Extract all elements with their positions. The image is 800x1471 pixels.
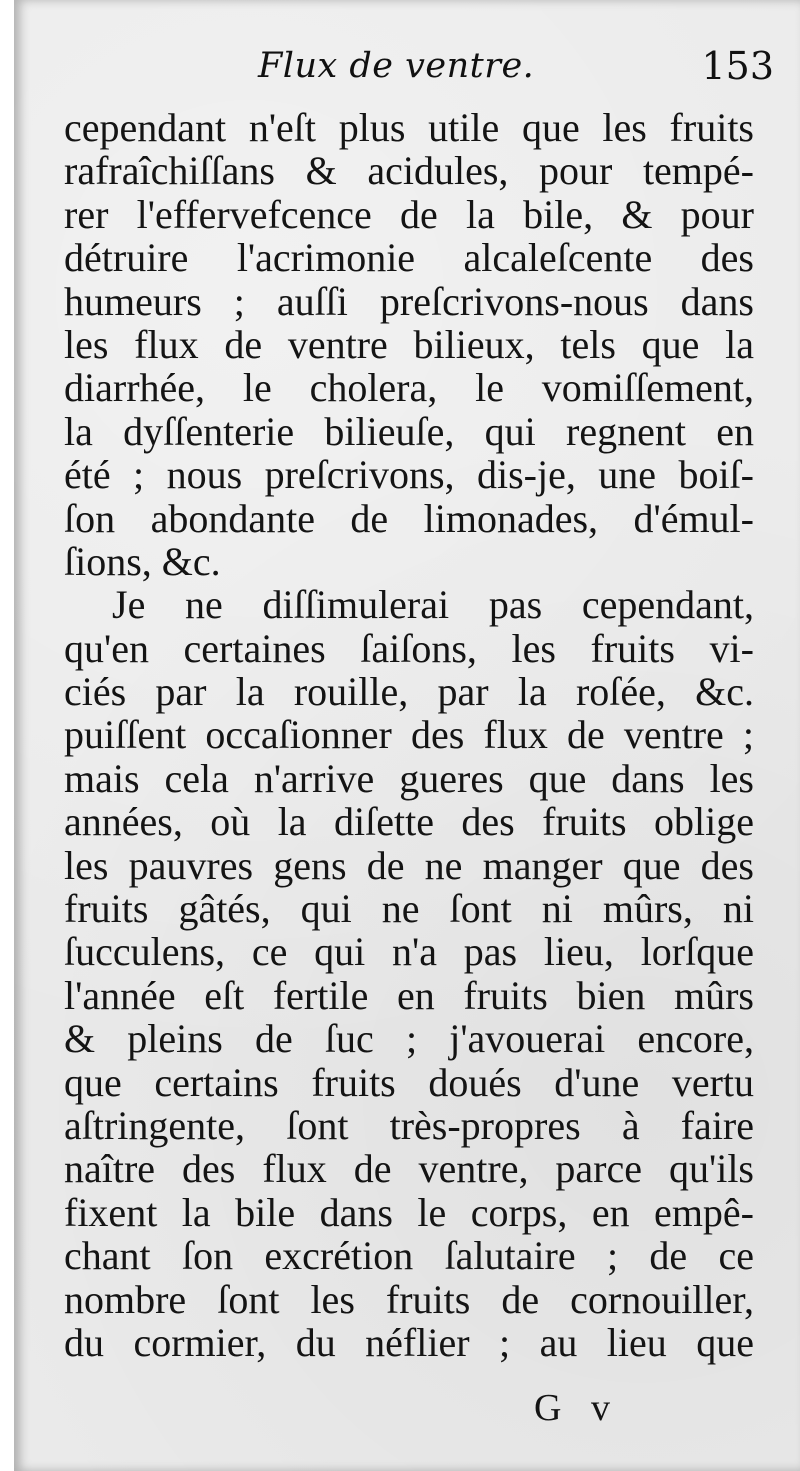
text-line: fixent la bile dans le corps, en empê-: [64, 1189, 754, 1235]
page-number: 153: [701, 44, 774, 88]
text-line: aſtringente, ſont très-propres à faire: [64, 1102, 754, 1148]
text-line: cependant n'eſt plus utile que les fruits: [64, 105, 754, 150]
text-line: été ; nous preſcrivons, dis-je, une boiſ-: [64, 452, 754, 498]
text-line: ſucculens, ce qui n'a pas lieu, lorſque: [64, 929, 754, 975]
text-line: détruire l'acrimonie alcaleſcente des: [64, 235, 754, 281]
text-line: qu'en certaines ſaiſons, les fruits vi-: [64, 625, 754, 671]
text-line: du cormier, du néflier ; au lieu que: [64, 1319, 754, 1365]
text-line: ſon abondante de limonades, d'émul-: [64, 495, 754, 541]
text-line: rafraîchiſſans & acidules, pour tempé-: [64, 148, 754, 194]
signature-mark: G v: [534, 1387, 620, 1429]
text-line: la dyſſenterie bilieuſe, qui regnent en: [64, 408, 754, 454]
body-text: [64, 106, 754, 1364]
book-page: [14, 0, 800, 1471]
text-line: chant ſon excrétion ſalutaire ; de ce: [64, 1233, 754, 1279]
running-title: Flux de ventre.: [258, 46, 535, 86]
text-line: les pauvres gens de ne manger que des: [64, 842, 754, 888]
text-line: les flux de ventre bilieux, tels que la: [64, 321, 754, 367]
text-line: diarrhée, le cholera, le vomiſſement,: [64, 365, 754, 411]
text-line: ciés par la rouille, par la roſée, &c.: [64, 669, 754, 715]
text-line: l'année eſt fertile en fruits bien mûrs: [64, 972, 754, 1018]
text-line: fruits gâtés, qui ne ſont ni mûrs, ni: [64, 886, 754, 932]
text-line: ſions, &c.: [64, 538, 221, 584]
text-line: naître des flux de ventre, parce qu'ils: [64, 1146, 754, 1192]
running-head: [14, 40, 800, 100]
text-line: rer l'effervefcence de la bile, & pour: [64, 191, 754, 237]
text-line: années, où la diſette des fruits oblige: [64, 799, 754, 845]
text-line: mais cela n'arrive gueres que dans les: [64, 755, 754, 801]
text-line: que certains fruits doués d'une vertu: [64, 1059, 754, 1105]
text-line: nombre ſont les fruits de cornouiller,: [64, 1276, 754, 1322]
text-line: Je ne diſſimulerai pas cependant,: [112, 582, 754, 628]
text-line: & pleins de ſuc ; j'avouerai encore,: [64, 1016, 754, 1062]
text-line: humeurs ; auſſi preſcrivons-nous dans: [64, 278, 754, 324]
text-line: puiſſent occaſionner des flux de ventre ;: [64, 712, 754, 758]
